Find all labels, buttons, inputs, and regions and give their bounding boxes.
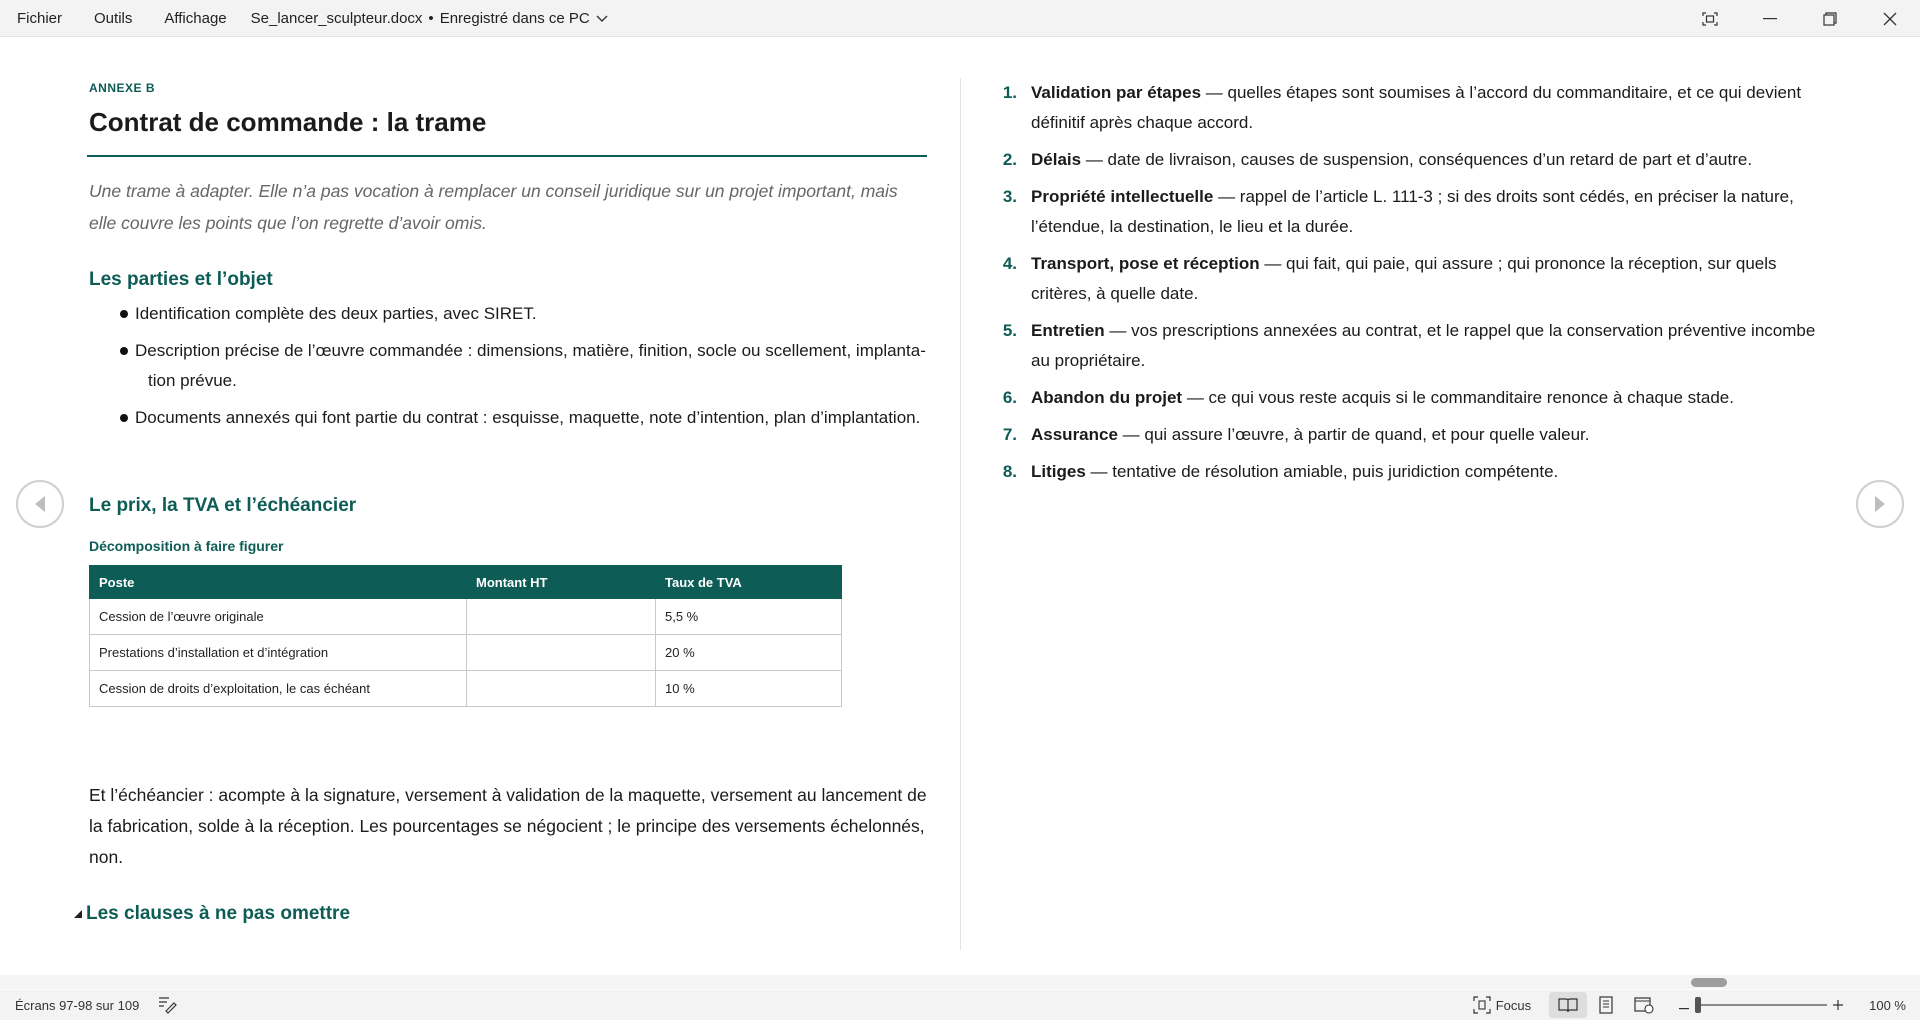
scrollbar-thumb[interactable]: [1691, 978, 1727, 987]
zoom-slider-thumb[interactable]: [1695, 997, 1701, 1013]
triangle-left-icon: [33, 495, 47, 513]
item-term: Délais: [1031, 150, 1082, 169]
minimize-button[interactable]: [1740, 0, 1800, 37]
schedule-paragraph: Et l’échéancier : acompte à la signature, versement à validation de la maquette, versement au lancement de la fabrication, solde à la réception. Les pourcentages se négocient ; le principe des versements échelonnés, non.: [89, 785, 927, 867]
table-cell: 20 %: [656, 635, 842, 671]
item-number: 3.: [1002, 187, 1017, 206]
item-number: 6.: [1002, 388, 1017, 407]
list-item: [993, 457, 1833, 487]
list-item: Documents annexés qui font partie du contrat : esquisse, maquette, note d’intention, plan d’implantation.: [119, 403, 929, 433]
item-term: Assurance: [1031, 425, 1118, 444]
list-item: Identification complète des deux parties, avec SIRET.: [119, 299, 929, 329]
focus-label: Focus: [1495, 997, 1532, 1013]
table-cell: [467, 671, 656, 707]
table-cell: Cession de droits d’exploitation, le cas échéant: [90, 671, 467, 707]
table-row: [90, 599, 842, 635]
item-number: 2.: [1002, 150, 1017, 169]
page-divider: [960, 78, 961, 950]
list-item: Description précise de l’œuvre commandée : dimensions, matière, finition, socle ou scellement, implantation prévue.: [119, 336, 929, 396]
horizontal-scrollbar[interactable]: [0, 975, 1920, 989]
collapse-triangle-icon[interactable]: [73, 903, 83, 925]
table-row: [90, 671, 842, 707]
parties-bullet-list: [119, 299, 929, 440]
zoom-out-icon[interactable]: [1679, 998, 1689, 1013]
zoom-control: [1679, 998, 1843, 1013]
item-text: — vos prescriptions annexées au contrat, et le rappel que la conservation préventive incombe au propriétaire.: [1031, 321, 1816, 370]
next-page-button[interactable]: [1856, 480, 1904, 528]
item-number: 4.: [1002, 254, 1017, 273]
read-mode-button[interactable]: [1549, 992, 1587, 1018]
intro-paragraph: Une trame à adapter. Elle n’a pas vocation à remplacer un conseil juridique sur un projet important, mais elle couvre les points que l’on regrette d’avoir omis.: [89, 181, 898, 233]
fullscreen-button[interactable]: [1680, 0, 1740, 37]
title-separator: •: [428, 9, 434, 27]
close-button[interactable]: [1860, 0, 1920, 37]
item-number: 5.: [1002, 321, 1017, 340]
focus-button[interactable]: [1473, 996, 1531, 1014]
menu-view[interactable]: Affichage: [164, 9, 227, 27]
item-term: Abandon du projet: [1031, 388, 1183, 407]
table-caption: Décomposition à faire figurer: [89, 538, 284, 554]
annex-label: ANNEXE B: [89, 81, 156, 95]
item-number: 1.: [1002, 83, 1017, 102]
title-divider: [87, 155, 927, 157]
close-icon: [1883, 12, 1897, 26]
list-item: [993, 249, 1833, 309]
title-bar: [0, 0, 1920, 37]
chevron-down-icon: [596, 10, 608, 27]
item-text: — tentative de résolution amiable, puis juridiction compétente.: [1085, 462, 1559, 481]
table-cell: [467, 599, 656, 635]
item-text: — date de livraison, causes de suspension, conséquences d’un retard de part et d’autre.: [1081, 150, 1753, 169]
list-item: [993, 182, 1833, 242]
item-term: Propriété intellectuelle: [1031, 187, 1214, 206]
table-cell: Cession de l’œuvre originale: [90, 599, 467, 635]
item-number: 8.: [1002, 462, 1017, 481]
save-status: Enregistré dans ce PC: [439, 9, 590, 27]
window-controls: [1680, 0, 1920, 37]
document-title[interactable]: [251, 10, 608, 27]
list-item: [993, 316, 1833, 376]
item-term: Litiges: [1031, 462, 1086, 481]
table-row: [90, 635, 842, 671]
book-icon: [1558, 997, 1578, 1013]
menu-tools[interactable]: Outils: [94, 9, 133, 27]
table-header-row: [90, 566, 842, 599]
section-heading-clauses[interactable]: [73, 903, 350, 925]
restore-button[interactable]: [1800, 0, 1860, 37]
minimize-icon: [1763, 18, 1777, 20]
triangle-right-icon: [1873, 495, 1887, 513]
web-layout-icon: [1634, 996, 1654, 1014]
page-count: Écrans 97-98 sur 109: [15, 997, 140, 1013]
item-term: Validation par étapes: [1031, 83, 1202, 102]
item-text: — quelles étapes sont soumises à l’accord du commanditaire, et ce qui devient définitif après chaque accord.: [1031, 83, 1802, 132]
section-heading-clauses-label: Les clauses à ne pas omettre: [86, 903, 351, 924]
focus-icon: [1473, 996, 1491, 1014]
item-term: Entretien: [1031, 321, 1105, 340]
clauses-numbered-list: [993, 78, 1833, 494]
list-item: [993, 145, 1833, 175]
fullscreen-icon: [1702, 12, 1718, 26]
document-filename: Se_lancer_sculpteur.docx: [250, 9, 423, 27]
previous-page-button[interactable]: [16, 480, 64, 528]
list-item: [993, 78, 1833, 138]
proofing-icon[interactable]: [157, 996, 177, 1014]
section-heading-parties: Les parties et l’objet: [89, 269, 273, 290]
zoom-level[interactable]: 100 %: [1869, 997, 1906, 1013]
table-cell: Prestations d’installation et d’intégration: [90, 635, 467, 671]
web-layout-button[interactable]: [1625, 992, 1663, 1018]
zoom-slider[interactable]: [1695, 1004, 1827, 1006]
vat-table: [89, 565, 842, 707]
page-icon: [1598, 996, 1614, 1014]
list-item: [993, 383, 1833, 413]
section-heading-price: Le prix, la TVA et l’échéancier: [89, 495, 357, 516]
restore-icon: [1823, 12, 1837, 26]
item-text: — rappel de l’article L. 111-3 ; si des droits sont cédés, en préciser la nature, l’étendue, la destination, le lieu et la durée.: [1031, 187, 1794, 236]
item-text: — qui fait, qui paie, qui assure ; qui prononce la réception, sur quels critères, à quelle date.: [1031, 254, 1777, 303]
table-cell: 10 %: [656, 671, 842, 707]
print-layout-button[interactable]: [1587, 992, 1625, 1018]
item-term: Transport, pose et réception: [1031, 254, 1260, 273]
status-right-group: [1473, 990, 1920, 1020]
column-header-taux: Taux de TVA: [656, 566, 842, 599]
menu-file[interactable]: Fichier: [17, 9, 63, 27]
column-header-montant: Montant HT: [467, 566, 656, 599]
page-title: Contrat de commande : la trame: [89, 107, 487, 137]
table-cell: 5,5 %: [656, 599, 842, 635]
item-text: — ce qui vous reste acquis si le commanditaire renonce à chaque stade.: [1182, 388, 1734, 407]
item-text: — qui assure l’œuvre, à partir de quand, et pour quelle valeur.: [1117, 425, 1590, 444]
column-header-poste: Poste: [90, 566, 467, 599]
item-number: 7.: [1002, 425, 1017, 444]
table-cell: [467, 635, 656, 671]
status-bar: [0, 990, 1920, 1020]
zoom-in-icon[interactable]: [1833, 998, 1843, 1013]
list-item: [993, 420, 1833, 450]
